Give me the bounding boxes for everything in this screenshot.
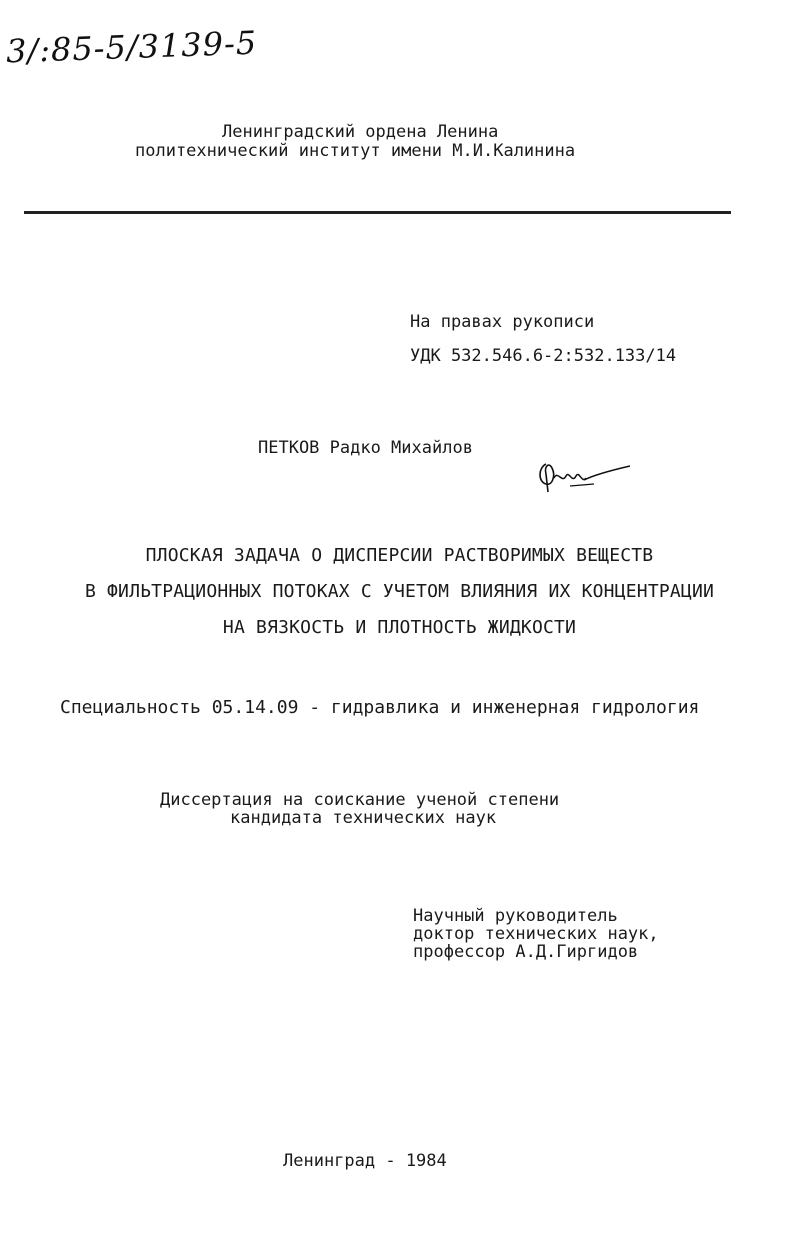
title-line-3: НА ВЯЗКОСТЬ И ПЛОТНОСТЬ ЖИДКОСТИ bbox=[222, 617, 577, 638]
advisor-line-3: профессор А.Д.Гиргидов bbox=[413, 942, 639, 962]
place-and-year: Ленинград - 1984 bbox=[283, 1151, 447, 1171]
udk-code: УДК 532.546.6-2:532.133/14 bbox=[410, 346, 677, 366]
rights-reserved: На правах рукописи bbox=[410, 312, 595, 332]
dissertation-line-1: Диссертация на соискание ученой степени bbox=[160, 790, 560, 810]
specialty: Специальность 05.14.09 - гидравлика и инженерная гидрология bbox=[60, 697, 700, 718]
title-line-2: В ФИЛЬТРАЦИОННЫХ ПОТОКАХ С УЧЕТОМ ВЛИЯНИЯ ИХ КОНЦЕНТРАЦИИ bbox=[84, 581, 715, 602]
handwritten-archive-number: 3/:85-5/3139-5 bbox=[5, 23, 258, 71]
institute-line-2: политехнический институт имени М.И.Калинина bbox=[135, 141, 576, 161]
author-name: ПЕТКОВ Радко Михайлов bbox=[258, 438, 473, 458]
advisor-line-2: доктор технических наук, bbox=[413, 924, 659, 944]
header-divider bbox=[24, 211, 731, 214]
dissertation-line-2: кандидата технических наук bbox=[230, 808, 497, 828]
author-signature-icon bbox=[534, 450, 634, 496]
title-line-1: ПЛОСКАЯ ЗАДАЧА О ДИСПЕРСИИ РАСТВОРИМЫХ ВЕЩЕСТВ bbox=[145, 545, 654, 566]
advisor-line-1: Научный руководитель bbox=[413, 906, 618, 926]
institute-line-1: Ленинградский ордена Ленина bbox=[222, 122, 499, 142]
